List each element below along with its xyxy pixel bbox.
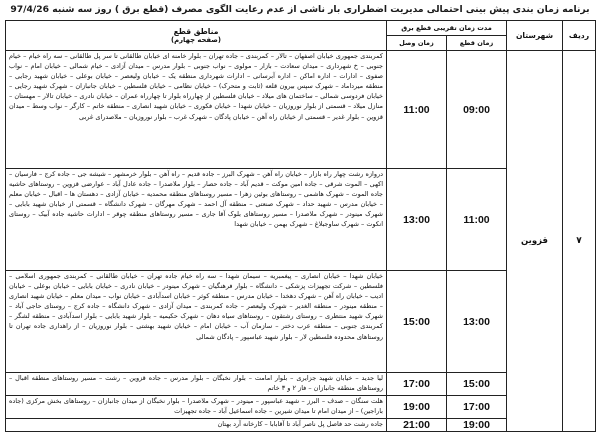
connect-time-cell: 15:00: [387, 271, 447, 373]
header-city: شهرستان: [507, 21, 563, 51]
areas-cell: هلت سنگان – صدف – البرز – شهید عباسپور – مینودر – شهرک ملاصدرا – بلوار نخبگان از میدان جانبازان – روستاهای بخش مرکزی (جاده باراجین) – از میدان امام تا میدان شیرین – جاده اسماعیل آباد – جاده تجهیزات: [6, 396, 387, 419]
cut-time-cell: 13:00: [447, 271, 507, 373]
areas-cell: لیا جدید – خیابان شهید جزایری – بلوار امامت – بلوار نخبگان – بلوار مدرس – جاده قزوین – رشت – مسیر روستاهای منطقه اقبال – روستاهای منطقه جانبازان – فاز ۲ و ۳ خاتم: [6, 373, 387, 396]
cut-time-cell: 09:00: [447, 51, 507, 169]
city-cell: قزوین: [507, 51, 563, 432]
header-cut-time: زمان قطع: [447, 36, 507, 51]
cut-time-cell: 15:00: [447, 373, 507, 396]
header-areas-label: مناطق قطع: [173, 27, 219, 36]
page-marker: (صفحه چهارم): [171, 36, 221, 44]
header-row-top: [6, 21, 596, 36]
connect-time-cell: 11:00: [387, 51, 447, 169]
cut-time-cell: 19:00: [447, 419, 507, 432]
row-number-cell: ۷: [563, 51, 596, 432]
schedule-table: [5, 20, 596, 432]
header-connect-time: زمان وصل: [387, 36, 447, 51]
table-row: [6, 51, 596, 169]
areas-cell: جاده رشت حد فاصل پل ناصر آباد تا آقابابا – کارخانه آرد بهتان: [6, 419, 387, 432]
connect-time-cell: 21:00: [387, 419, 447, 432]
areas-cell: دروازه رشت چهار راه بازار – خیابان راه آهن – شهرک البرز – جاده قدیم – راه آهن – بلوار خرمشهر – شیشه جی – جاده کرج – فارسیان – اکهی – الموت شرقی – جاده امین موکت – قدیم آباد – جاده حصار – بلوار ملاصدرا – جاده عادل آباد – عوارضی قزوین – روستاهای حاشیه جاده الموت – شهرک هاشمی – روستاهای بوئین زهرا – مسیر روستاهای منطقه محمدیه – خیابان آزادی – دهستان ها – اقبال – خیابان معلم – خیابان مدرس – شهید حداد – شهرک صنعتی – منطقه آل احمد – شهرک مهرگان – شهرک دانشگاه – قسمتی از خیابان شهید بابایی – شهرک مینودر – شهرک ملاصدرا – مسیر روستاهای بلوک آقا جاری – مسیر روستاهای منطقه چوقر – ادارات حاشیه جاده آبیک – روستای انکوت – شهرک ساوجبلاغ – شهرک بهمن – خیابان شهدا: [6, 169, 387, 271]
connect-time-cell: 19:00: [387, 396, 447, 419]
areas-cell: خیابان شهدا – خیابان انصاری – پیغمبریه – سیمان شهدا – سه راه خیام جاده تهران – خیابان طالقانی – کمربندی جمهوری اسلامی – فلسطین – شرکت تجهیزات پزشکی – دانشگاه – بلوار فرهنگیان – شهرک مینودر – خیابان نادری – خیابان بابایی – خیابان بوعلی – خیابان ادیب – خیابان راه آهن – شهرک دهخدا – خیابان مدرس – منطقه کوثر – خیابان اسدآبادی – خیابان نواب – میدان معلم – خیابان شهید انصاری – منطقه مینودر – منطقه الغدیر – شهرک ولیعصر – جاده کمربندی – میدان آزادی – شهرک دانشگاه – جاده کرج – روستای حاجی آباد – شهرک شهید منتظری – روستای رشتقون – روستاهای سیاه دهان – شهرک حکیمیه – بلوار شهید بابایی – بلوار اسدآبادی – منطقه لشگر – کمربندی جنوبی – منطقه عرب دختر – سازمان آب – خیابان امام – خیابان شهید بهشتی – بلوار نوروزیان – از راهداری جاده تهران تا روستاهای محدوده فلسطین لار – بلوار شهید عباسپور – پادگان شمالی: [6, 271, 387, 373]
cut-time-cell: 17:00: [447, 396, 507, 419]
header-time-group: مدت زمان تقریبی قطع برق: [387, 21, 507, 36]
header-areas: [6, 21, 387, 51]
connect-time-cell: 13:00: [387, 169, 447, 271]
cut-time-cell: 11:00: [447, 169, 507, 271]
connect-time-cell: 17:00: [387, 373, 447, 396]
page-title: برنامه زمان بندی پیش بینی احتمالی مدیریت اضطراری بار ناشی از عدم رعایت الگوی مصرف (قطع برق ) روز سه شنبه 97/4/26: [10, 4, 590, 15]
areas-cell: کمربندی جمهوری خیابان اصفهان – تالار – کمربندی – جاده تهران – بلوار خامنه ای خیابان طالقانی تا سر پل طالقانی – سه راه خیام – خیام جنوبی – خ شهرداری – میدان سعادت – بازار – مولوی – نواب جنوبی – بلوار مدرس – میدان آزادی – خیام شمالی – خیابان امام – نواب صفوی – ادارات – اداره اماکن – اداره آبرسانی – ادارات شهرداری منطقه یک – خیابان ولیعصر – خیابان بوعلی – خیابان شهید رجایی – منطقه میرداماد – شهرک سپس بیرون قلعه (ثابت و متحرک) – خیابان نظامی – خیابان فلسطین – خیابان جانبازان – شهرک شهید رجایی – خیابان فردوسی شمالی – ساختمان های میلاد – خیابان فلسطین از چهارراه بلوار تا چهارراه عمران – خیابان نادری – خیابان تالار – مهستان – منازل میلاد – قسمتی از بلوار نوروزیان – خیابان شهدا – خیابان فکوری – خیابان شهید انصاری – منطقه خاتم – کارگر – نواب وسط – میدان قزوین – بلوار غدیر – قسمتی از خیابان راه آهن – خیابان پادگان – شهرک غرب – بلوار نوروزیان – ملاصدرای غربی: [6, 51, 387, 169]
header-row-number: ردیف: [563, 21, 596, 51]
